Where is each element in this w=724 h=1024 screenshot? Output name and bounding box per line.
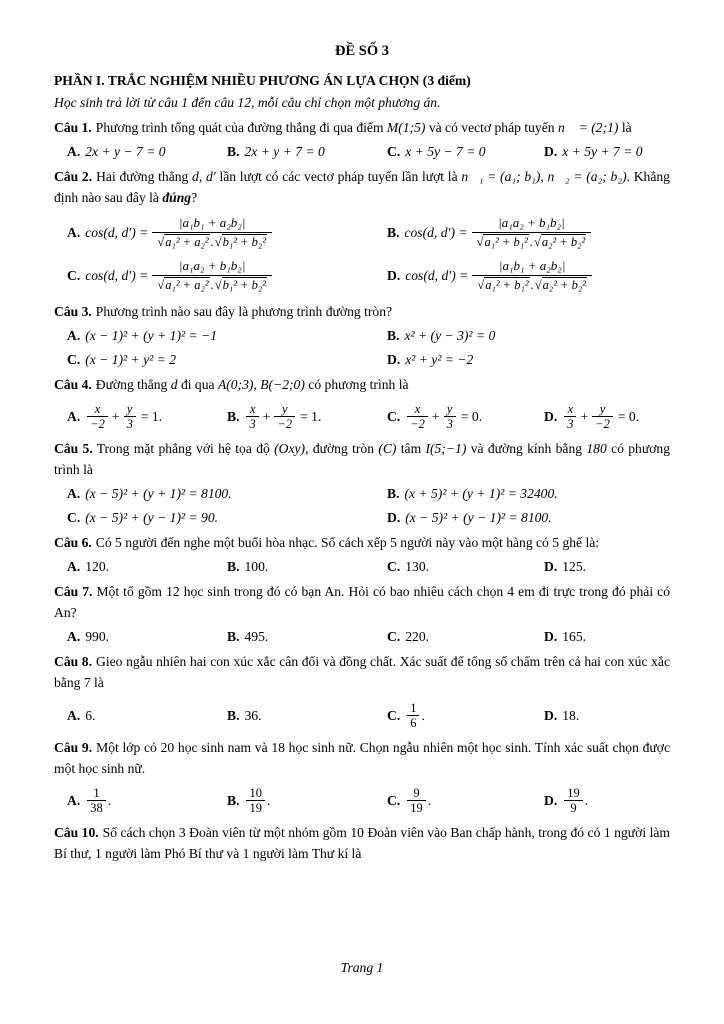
option-b — [227, 626, 387, 647]
fraction-numerator: y — [599, 401, 606, 416]
option-label: A. — [67, 485, 81, 501]
option-a — [67, 483, 387, 504]
fraction — [564, 402, 576, 431]
option-text: (x − 1)² + (y + 1)² = −1 — [85, 327, 217, 343]
section-heading: PHẦN I. TRẮC NGHIỆM NHIỀU PHƯƠNG ÁN LỰA CHỌN (3 điểm) — [54, 73, 471, 89]
option-text: (x − 5)² + (y + 1)² = 8100. — [85, 485, 232, 501]
fraction-denominator: −2 — [87, 416, 108, 431]
fraction-denominator: 3 — [124, 416, 136, 431]
option-c — [67, 258, 387, 294]
formula-lhs: cos(d, d′) = — [404, 225, 468, 241]
fraction-denominator: 19 — [246, 800, 265, 815]
option-label: A. — [67, 792, 81, 808]
fraction-numerator: 9 — [413, 785, 420, 800]
question-label: Câu 10. — [54, 824, 99, 840]
text-part: Hai đường thẳng — [96, 168, 193, 184]
fraction-denominator: −2 — [274, 416, 295, 431]
option-label: D. — [544, 629, 558, 645]
question-7 — [54, 581, 670, 647]
option-label: D. — [544, 143, 558, 159]
question-6 — [54, 532, 670, 577]
text-part: và đường kính bằng — [466, 440, 587, 456]
options-row — [54, 402, 670, 431]
fraction-numerator: 19 — [567, 785, 580, 800]
question-label: Câu 7. — [54, 584, 93, 600]
fraction-denominator — [472, 232, 592, 251]
question-label: Câu 5. — [54, 440, 93, 456]
question-9 — [54, 737, 670, 815]
math-part: d, d′ — [192, 168, 216, 184]
fraction-numerator: y — [126, 401, 133, 416]
option-label: A. — [67, 327, 81, 343]
option-text: 165. — [562, 629, 587, 645]
text-part: Một tổ gồm 12 học sinh trong đó có bạn An. Hỏi có bao nhiêu cách chọn 4 em đi trực trong đó phải có An? — [54, 584, 670, 621]
fraction-numerator: |a₁a₂ + b₁b₂| — [498, 214, 565, 230]
fraction — [407, 701, 419, 730]
option-label: C. — [387, 629, 401, 645]
fraction-denominator: 3 — [246, 416, 258, 431]
options-row — [54, 483, 670, 504]
fraction — [472, 215, 592, 251]
option-text: 125. — [562, 559, 587, 575]
sqrt-radical — [157, 277, 209, 292]
question-text — [54, 581, 670, 623]
fraction-denominator: −2 — [407, 416, 428, 431]
fraction — [444, 402, 456, 431]
question-text — [54, 374, 670, 395]
option-c — [387, 626, 544, 647]
option-label: D. — [387, 351, 401, 367]
sqrt-radical — [477, 277, 529, 292]
option-d — [544, 705, 670, 726]
option-label: D. — [544, 707, 558, 723]
text-part: Số cách chọn 3 Đoàn viên từ một nhóm gồm 10 Đoàn viên vào Ban chấp hành, trong đó có 1 người làm Bí thư, 1 người làm Phó Bí thư và 1 người làm Thư kí là — [54, 824, 670, 861]
option-a — [67, 556, 227, 577]
text-part: có phương trình là — [304, 376, 409, 392]
instruction-text: Học sinh trả lời từ câu 1 đến câu 12, mỗi câu chỉ chọn một phương án. — [54, 94, 441, 110]
option-text: x + 5y − 7 = 0 — [405, 143, 486, 159]
option-suffix: . — [427, 792, 432, 808]
question-label: Câu 4. — [54, 376, 92, 392]
fraction-numerator: x — [94, 401, 101, 416]
radicand: b₁² + b₂² — [222, 277, 266, 292]
math-part: d — [170, 376, 178, 392]
question-label: Câu 1. — [54, 119, 92, 135]
fraction — [124, 402, 136, 431]
option-text: 18. — [562, 707, 580, 723]
option-a — [67, 626, 227, 647]
option-d — [544, 786, 670, 815]
option-a — [67, 141, 227, 162]
option-label: B. — [227, 559, 240, 575]
question-5 — [54, 438, 670, 528]
option-label: B. — [387, 327, 400, 343]
option-b — [387, 483, 670, 504]
options-row — [54, 141, 670, 162]
option-text: 100. — [244, 559, 269, 575]
option-a — [67, 705, 227, 726]
text-part: Gieo ngẫu nhiên hai con xúc xắc cân đối và đồng chất. Xác suất để tổng số chấm trên cả hai con xúc xắc bằng 7 là — [54, 654, 670, 691]
options-row — [54, 325, 670, 346]
text-part: có phương trình là — [54, 440, 670, 477]
fraction-denominator: 6 — [407, 715, 419, 730]
text-part: và có vectơ pháp tuyến — [425, 119, 558, 135]
option-b — [227, 402, 387, 431]
option-c — [67, 349, 387, 370]
fraction — [152, 215, 272, 251]
plus-sign: + — [262, 408, 271, 424]
option-text: x² + (y − 3)² = 0 — [404, 327, 496, 343]
fraction-numerator: y — [281, 401, 288, 416]
fraction — [564, 786, 583, 815]
options-row — [54, 349, 670, 370]
math-part: M(1;5) — [386, 119, 426, 135]
options-row — [54, 701, 670, 730]
option-text: 6. — [85, 707, 96, 723]
math-part: n⃗ = (2;1) — [557, 119, 619, 135]
fraction — [472, 258, 592, 294]
question-text — [54, 117, 670, 138]
option-a — [67, 786, 227, 815]
exam-title: ĐỀ SỐ 3 — [335, 43, 389, 59]
question-text — [54, 737, 670, 779]
emphasis-text: đúng — [162, 189, 192, 205]
question-8 — [54, 651, 670, 729]
option-label: A. — [67, 143, 81, 159]
question-label: Câu 3. — [54, 303, 92, 319]
option-label: D. — [544, 792, 558, 808]
sqrt-radical — [534, 234, 586, 249]
fraction-denominator — [152, 275, 272, 294]
text-part: Phương trình nào sau đây là phương trình đường tròn? — [95, 303, 393, 319]
option-c — [387, 556, 544, 577]
equation-rhs: = 0. — [617, 408, 640, 424]
fraction-denominator: 9 — [564, 800, 583, 815]
fraction-numerator: |a₁b₁ + a₂b₂| — [178, 214, 246, 230]
radicand: a₁² + a₂² — [165, 277, 209, 292]
fraction-numerator: 1 — [410, 700, 417, 715]
fraction-denominator: −2 — [592, 416, 613, 431]
fraction-denominator — [472, 275, 592, 294]
dot-separator: . — [530, 277, 534, 292]
text-part: tâm — [396, 440, 426, 456]
fraction-numerator: |a₁b₁ + a₂b₂| — [498, 257, 566, 273]
option-label: B. — [227, 792, 240, 808]
question-text — [54, 301, 670, 322]
option-suffix: . — [266, 792, 271, 808]
option-label: A. — [67, 408, 81, 424]
text-part: lần lượt có các vectơ pháp tuyến lần lượt là — [215, 168, 462, 184]
option-b — [227, 786, 387, 815]
option-label: A. — [67, 629, 81, 645]
option-text: (x + 5)² + (y + 1)² = 32400. — [404, 485, 558, 501]
option-b — [227, 556, 387, 577]
option-text: 120. — [85, 559, 110, 575]
dot-separator: . — [529, 235, 533, 250]
formula-lhs: cos(d, d′) = — [405, 268, 469, 284]
question-text — [54, 166, 670, 208]
option-text: (x − 1)² + y² = 2 — [85, 351, 176, 367]
options-row — [54, 786, 670, 815]
text-part: đi qua — [177, 376, 218, 392]
option-text: x + 5y + 7 = 0 — [562, 143, 643, 159]
question-4 — [54, 374, 670, 431]
option-text: 220. — [405, 629, 430, 645]
option-label: A. — [67, 707, 81, 723]
option-text: 2x + y + 7 = 0 — [244, 143, 325, 159]
equation-rhs: = 0. — [460, 408, 483, 424]
text-part: Một lớp có 20 học sinh nam và 18 học sinh nữ. Chọn ngẫu nhiên một học sinh. Tính xác suất chọn được một học sinh nữ. — [54, 739, 670, 776]
option-b — [387, 215, 670, 251]
option-label: C. — [387, 707, 401, 723]
formula-lhs: cos(d, d′) = — [85, 268, 149, 284]
fraction — [274, 402, 295, 431]
fraction-numerator: y — [446, 401, 453, 416]
math-part: I(5;−1) — [425, 440, 467, 456]
option-suffix: . — [421, 707, 425, 723]
text-part: . Khẳng định nào sau đây là — [54, 168, 670, 205]
text-part: Đường thẳng — [95, 376, 171, 392]
option-c — [387, 786, 544, 815]
option-label: C. — [67, 268, 81, 284]
question-text — [54, 822, 670, 864]
option-d — [544, 556, 670, 577]
fraction-numerator: 1 — [93, 785, 100, 800]
option-label: B. — [387, 485, 400, 501]
option-label: D. — [387, 268, 401, 284]
option-d — [387, 507, 670, 528]
fraction — [407, 402, 428, 431]
option-label: A. — [67, 225, 81, 241]
radicand: b₁² + b₂² — [222, 235, 266, 250]
fraction-numerator: x — [567, 401, 574, 416]
option-text: 990. — [85, 629, 110, 645]
fraction-denominator: 19 — [407, 800, 426, 815]
fraction-numerator: 10 — [249, 785, 262, 800]
options-row — [54, 626, 670, 647]
math-part: (C) — [378, 440, 397, 456]
options-row — [54, 507, 670, 528]
option-label: C. — [67, 510, 81, 526]
text-part: Có 5 người đến nghe một buổi hòa nhạc. Số cách xếp 5 người này vào một hàng có 5 ghế là: — [95, 535, 600, 551]
text-part: , đường tròn — [305, 440, 379, 456]
option-c — [387, 141, 544, 162]
fraction-denominator — [152, 232, 272, 251]
question-label: Câu 6. — [54, 535, 92, 551]
option-text: (x − 5)² + (y − 1)² = 90. — [85, 510, 219, 526]
fraction-denominator: 3 — [444, 416, 456, 431]
option-c — [67, 507, 387, 528]
fraction — [246, 402, 258, 431]
option-label: A. — [67, 559, 81, 575]
sqrt-radical — [535, 277, 587, 292]
question-1 — [54, 117, 670, 162]
option-suffix: . — [584, 792, 589, 808]
options-row — [54, 258, 670, 294]
fraction — [407, 786, 426, 815]
fraction — [246, 786, 265, 815]
option-b — [227, 141, 387, 162]
question-label: Câu 2. — [54, 168, 93, 184]
fraction — [592, 402, 613, 431]
question-10 — [54, 822, 670, 864]
plus-sign: + — [431, 408, 440, 424]
plus-sign: + — [580, 408, 589, 424]
option-d — [387, 349, 670, 370]
question-text — [54, 651, 670, 693]
option-d — [544, 141, 670, 162]
radicand: a₁² + b₁² — [484, 235, 528, 250]
dot-separator: . — [210, 277, 214, 292]
option-d — [544, 402, 670, 431]
sqrt-radical — [215, 277, 267, 292]
sqrt-radical — [477, 234, 529, 249]
option-label: C. — [387, 408, 401, 424]
option-d — [544, 626, 670, 647]
option-d — [387, 258, 670, 294]
fraction — [87, 402, 108, 431]
math-part: A(0;3), B(−2;0) — [217, 376, 305, 392]
fraction-numerator: x — [414, 401, 421, 416]
fraction — [152, 258, 272, 294]
option-label: B. — [387, 225, 400, 241]
option-a — [67, 325, 387, 346]
text-part: Phương trình tổng quát của đường thẳng đi qua điểm — [95, 119, 387, 135]
option-a — [67, 402, 227, 431]
option-text: 495. — [244, 629, 269, 645]
option-c — [387, 701, 544, 730]
option-label: C. — [387, 143, 401, 159]
equation-rhs: = 1. — [140, 408, 163, 424]
fraction-numerator: x — [249, 401, 256, 416]
option-label: C. — [67, 351, 81, 367]
question-text — [54, 438, 670, 480]
fraction-denominator: 38 — [87, 800, 106, 815]
page-footer: Trang 1 — [340, 959, 384, 975]
fraction-denominator: 3 — [564, 416, 576, 431]
plus-sign: + — [111, 408, 120, 424]
radicand: a₁² + a₂² — [165, 235, 209, 250]
question-label: Câu 8. — [54, 654, 93, 670]
equation-rhs: = 1. — [300, 408, 322, 424]
option-label: C. — [387, 792, 401, 808]
text-part: ? — [191, 189, 198, 205]
dot-separator: . — [210, 235, 214, 250]
option-label: C. — [387, 559, 401, 575]
option-b — [387, 325, 670, 346]
options-row — [54, 215, 670, 251]
text-part: Trong mặt phẳng với hệ tọa độ — [96, 440, 275, 456]
fraction-numerator: |a₁a₂ + b₁b₂| — [178, 257, 246, 273]
question-label: Câu 9. — [54, 739, 93, 755]
option-c — [387, 402, 544, 431]
option-text: (x − 5)² + (y − 1)² = 8100. — [405, 510, 552, 526]
text-part: là — [618, 119, 632, 135]
option-label: D. — [544, 559, 558, 575]
math-part: (Oxy) — [274, 440, 306, 456]
option-label: D. — [387, 510, 401, 526]
option-b — [227, 705, 387, 726]
option-label: B. — [227, 629, 240, 645]
question-text — [54, 532, 670, 553]
option-text: 36. — [244, 707, 262, 723]
sqrt-radical — [215, 234, 267, 249]
sqrt-radical — [157, 234, 209, 249]
option-text: 2x + y − 7 = 0 — [85, 143, 166, 159]
fraction — [87, 786, 106, 815]
formula-lhs: cos(d, d′) = — [85, 225, 149, 241]
option-label: B. — [227, 707, 240, 723]
option-text: 130. — [405, 559, 430, 575]
option-label: B. — [227, 143, 240, 159]
option-suffix: . — [107, 792, 112, 808]
option-label: B. — [227, 408, 240, 424]
option-a — [67, 215, 387, 251]
radicand: a₁² + b₁² — [485, 277, 529, 292]
radicand: a₂² + b₂² — [542, 277, 586, 292]
option-label: D. — [544, 408, 558, 424]
math-part: n⃗₁ = (a₁; b₁), n⃗₂ = (a₂; b₂) — [461, 168, 627, 184]
question-2 — [54, 166, 670, 294]
options-row — [54, 556, 670, 577]
option-text: x² + y² = −2 — [405, 351, 474, 367]
question-3 — [54, 301, 670, 370]
radicand: a₂² + b₂² — [541, 235, 586, 250]
math-part: 180 — [586, 440, 607, 456]
